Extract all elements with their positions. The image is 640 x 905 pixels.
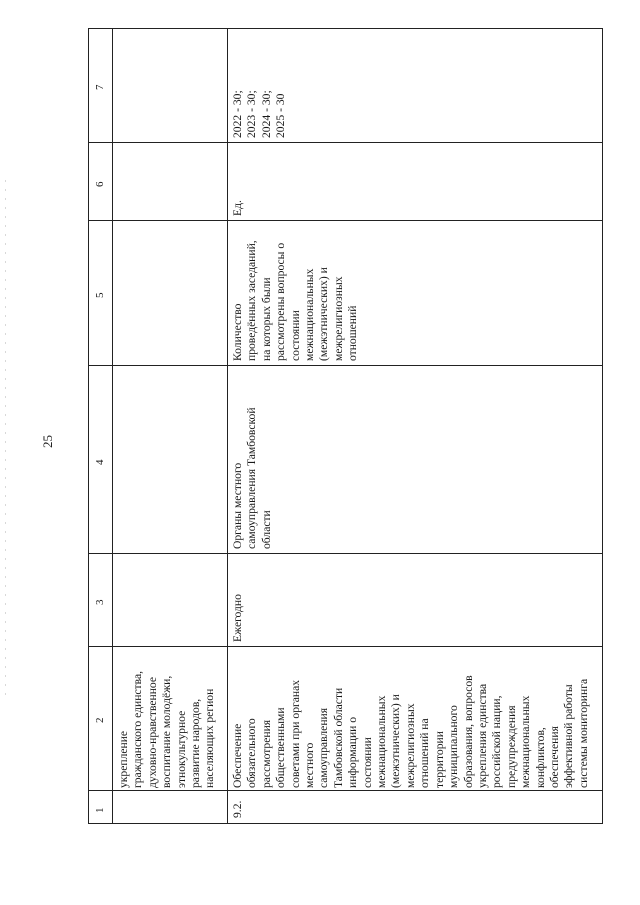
text-line: самоуправления	[317, 707, 331, 788]
text-line: (межэтнических) и	[317, 267, 331, 361]
row-cell-col5	[231, 240, 361, 361]
text-line: состоянии	[288, 310, 302, 361]
text-line: Обеспечение	[231, 723, 244, 788]
row-number-text: 9.2.	[231, 800, 244, 818]
column-1-bottom-border	[88, 823, 603, 824]
text-line: Количество	[231, 303, 244, 361]
text-line: обеспечения	[547, 726, 561, 788]
row-cell-col3	[231, 594, 245, 642]
text-line: 2025 - 30	[274, 93, 288, 138]
header-col-1: 1	[94, 807, 106, 813]
header-col-6: 6	[94, 181, 106, 187]
text-line: советами при органах	[288, 679, 302, 788]
column-5-6-divider	[88, 220, 603, 221]
header-col-5: 5	[94, 292, 106, 298]
text-line: отношений	[346, 305, 360, 361]
header-col-3: 3	[94, 599, 106, 605]
text-line: межрелигиозных	[331, 276, 345, 361]
header-col-4: 4	[94, 459, 106, 465]
text-line: межнациональных	[375, 695, 389, 788]
text-line: духовно-нравственное	[145, 677, 159, 788]
table-right-border	[602, 28, 603, 824]
text-line: рассмотрения	[259, 719, 273, 788]
text-line: этнокультурное	[174, 710, 188, 788]
text-line: территории	[432, 731, 446, 788]
column-2-3-divider	[88, 646, 603, 647]
text-line: развитие народов,	[189, 698, 203, 788]
text-line: Ежегодно	[231, 594, 244, 642]
row-number	[231, 801, 245, 818]
text-line: состоянии	[360, 737, 374, 788]
text-line: (межэтнических) и	[389, 694, 403, 788]
column-7-top-border	[88, 28, 603, 29]
text-line: 2023 - 30;	[245, 90, 259, 138]
text-line: межнациональных	[519, 695, 533, 788]
header-col-7: 7	[94, 84, 106, 90]
text-line: межрелигиозных	[403, 703, 417, 788]
row-cell-col4	[231, 407, 274, 549]
text-line: гражданского единства,	[131, 671, 145, 788]
text-line: общественными	[274, 707, 288, 788]
column-1-2-divider	[88, 790, 603, 791]
text-line: российской нации,	[490, 695, 504, 788]
text-line: предупреждения	[504, 705, 518, 788]
text-line: эффективной работы	[562, 684, 576, 788]
page-number: 25	[40, 435, 55, 448]
header-column-left-border	[88, 28, 89, 824]
row-cell-col6	[231, 200, 245, 216]
text-line: 2024 - 30;	[259, 90, 273, 138]
text-line: системы мониторинга	[576, 678, 590, 788]
text-line: области	[259, 510, 273, 549]
text-line: Ед.	[231, 200, 244, 216]
header-column-right-border	[112, 28, 113, 824]
text-line: отношений на	[418, 718, 432, 788]
text-line: обязательного	[245, 718, 259, 788]
text-line: на которых были	[259, 277, 273, 361]
text-line: образования, вопросов	[461, 675, 475, 788]
text-line: укрепления единства	[475, 683, 489, 788]
text-line: 2022 - 30;	[231, 90, 244, 138]
text-line: Органы местного	[231, 462, 244, 549]
text-line: укрепление	[117, 730, 130, 788]
text-line: рассмотрены вопросы о	[274, 242, 288, 361]
text-line: Тамбовской области	[331, 687, 345, 788]
column-4-5-divider	[88, 365, 603, 366]
text-line: межнациональных	[303, 268, 317, 361]
scan-shadow-mark	[5, 180, 6, 700]
text-line: информации о	[346, 716, 360, 788]
row-cell-col2	[231, 675, 591, 788]
continuation-cell-col2	[117, 671, 218, 788]
text-line: населяющих регион	[203, 688, 217, 788]
row-cell-col7	[231, 90, 289, 138]
row-separator	[227, 28, 228, 824]
header-col-2: 2	[94, 717, 106, 723]
text-line: проведённых заседаний,	[245, 240, 259, 361]
column-6-7-divider	[88, 142, 603, 143]
column-3-4-divider	[88, 553, 603, 554]
text-line: самоуправления Тамбовской	[245, 407, 259, 549]
text-line: муниципального	[447, 705, 461, 788]
text-line: воспитание молодёжи,	[160, 675, 174, 788]
text-line: местного	[303, 742, 317, 788]
text-line: конфликтов,	[533, 727, 547, 788]
